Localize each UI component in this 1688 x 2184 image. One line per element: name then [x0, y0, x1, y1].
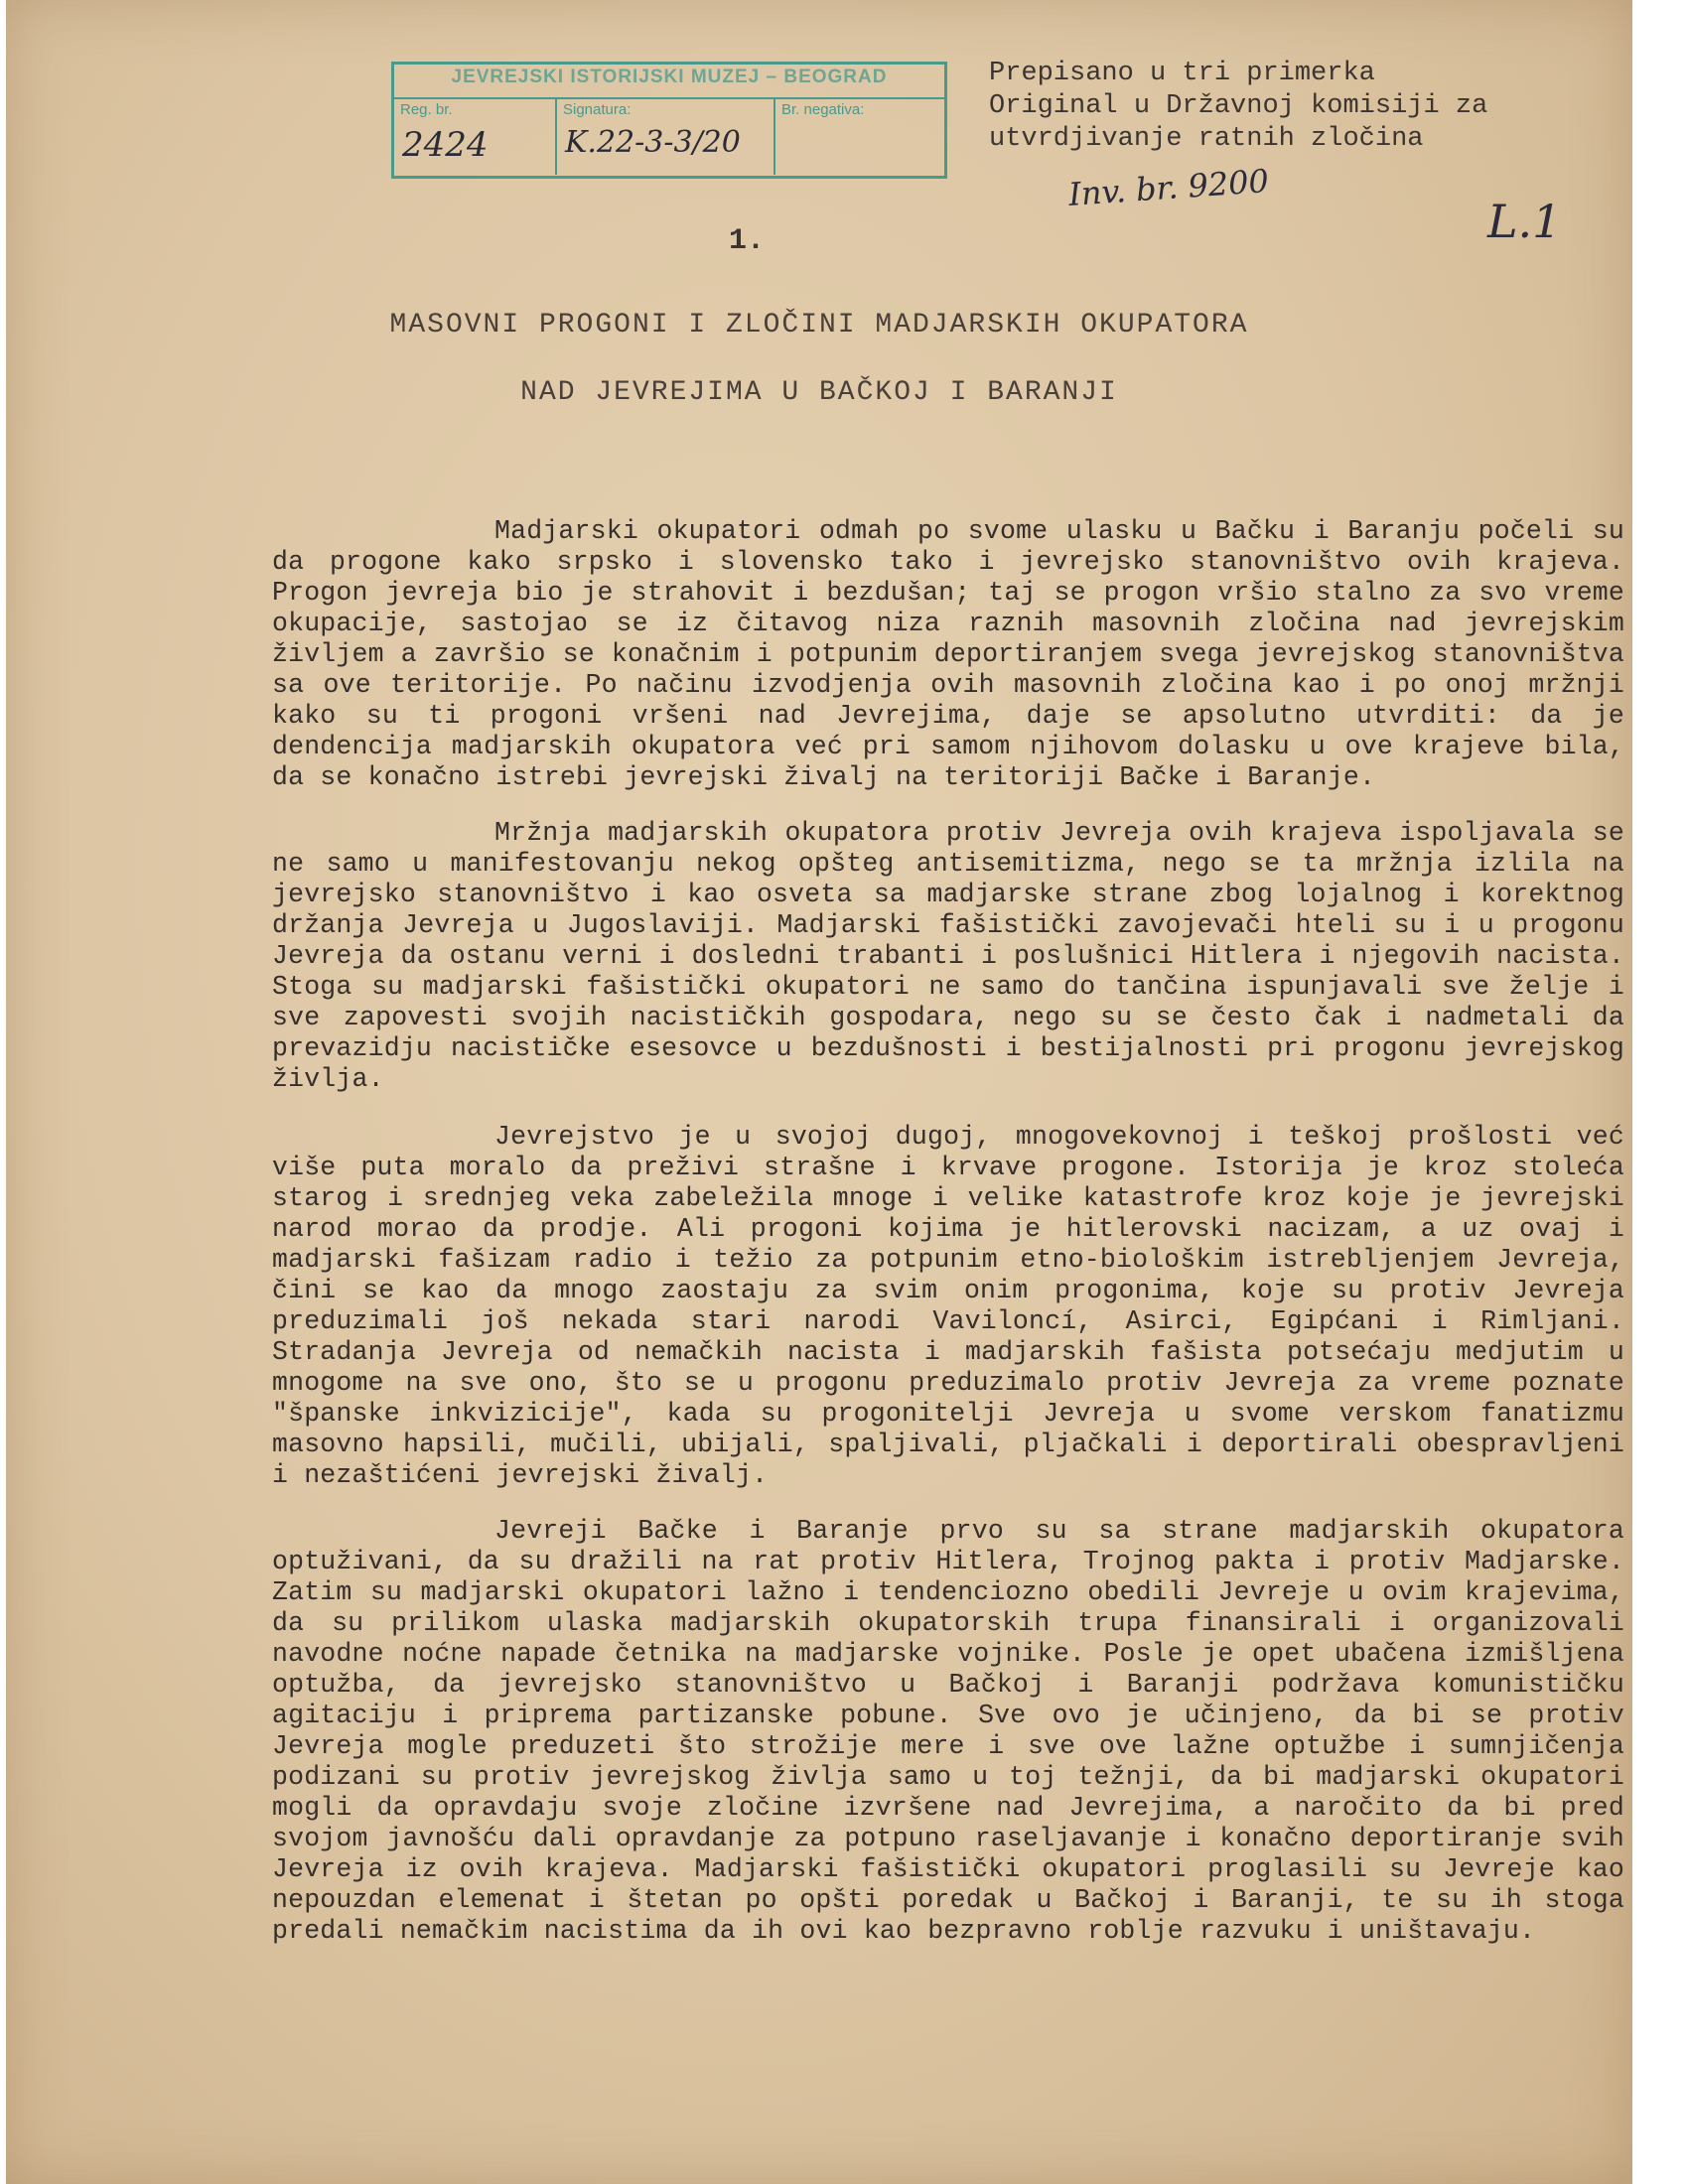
copy-note-line: utvrdjivanje ratnih zločina — [989, 124, 1424, 154]
document-body — [272, 516, 1624, 1972]
stamp-reg-cell — [394, 99, 557, 175]
body-paragraph: Jevrejstvo je u svojoj dugoj, mnogovekovnoj i teškoj prošlosti već više puta moralo da preživi strašne i krvave progone. Istorija je kroz stoleća starog i srednjeg veka zabeležila mnoge i velike katastrofe kroz koje je jevrejski narod morao da prodje. Ali progoni kojima je hitlerovski nacizam, a uz ovaj i madjarski fašizam radio i težio za potpunim etno-biološkim istrebljenjem Jevreja, čini se kao da mnogo zaostaju za svim onim progonima, koje su protiv Jevreja preduzimali još nekada stari narodi Vaviloncí, Asirci, Egipćani i Rimljani. Stradanja Jevreja od nemačkih nacista i madjarskih fašista potsećaju medjutim u mnogome na sve ono, što se u progonu preduzimalo protiv Jevreja za vreme poznate "španske inkvizicije", kada su progonitelji Jevreja u svome verskom fanatizmu masovno hapsili, mučili, ubijali, spaljivali, pljačkali i deportirali obespravljeni i nezaštićeni jevrejski živalj. — [272, 1122, 1624, 1490]
stamp-negative-cell — [775, 99, 944, 175]
document-title-line-2: NAD JEVREJIMA U BAČKOJ I BARANJI — [520, 377, 1118, 408]
copy-note-line: Prepisano u tri primerka — [989, 59, 1375, 88]
stamp-institution: JEVREJSKI ISTORIJSKI MUZEJ – BEOGRAD — [451, 67, 888, 87]
body-paragraph: Madjarski okupatori odmah po svome ulasku u Bačku i Baranju počeli su da progone kako srpsko i slovensko tako i jevrejsko stanovništvo ovih krajeva. Progon jevreja bio je strahovit i bezdušan; taj se progon vršio stalno za svo vreme okupacije, sastojao se iz čitavog niza raznih masovnih zločina nad jevrejskim življem a završio se konačnim i potpunim deportiranjem svega jevrejskog stanovništva sa ove teritorije. Po načinu izvodjenja ovih masovnih zločina kao i po onoj mržnji kako su ti progoni vršeni nad Jevrejima, daje se apsolutno utvrditi: da je dendencija madjarskih okupatora već pri samom njihovom dolasku u ove krajeve bila, da se konačno istrebi jevrejski živalj na teritoriji Bačke i Baranje. — [272, 516, 1624, 792]
handwritten-folio-mark: L.1 — [1487, 195, 1562, 248]
body-paragraph: Jevreji Bačke i Baranje prvo su sa strane madjarskih okupatora optuživani, da su dražili na rat protiv Hitlera, Trojnog pakta i protiv Madjarske. Zatim su madjarski okupatori lažno i tendenciozno obedili Jevreje u ovim krajevima, da su prilikom ulaska madjarskih okupatorskih trupa finansirali i organizovali navodne noćne napade četnika na madjarske vojnike. Posle je opet ubačena izmišljena optužba, da jevrejsko stanovništvo u Bačkoj i Baranji podržava komunističku agitaciju i priprema partizanske pobune. Sve ovo je učinjeno, da bi se protiv Jevreja mogle preduzeti što strožije mere i sve ove lažne optužbe i sumnjičenja podizani su protiv jevrejskog življa samo u toj težnji, da bi madjarski okupatori mogli da opravdaju svoje zločine izvršene nad Jevrejima, a naročito da bi pred svojom javnošću dali opravdanje za potpuno raseljavanje i konačno deportiranje svih Jevreja iz ovih krajeva. Madjarski fašistički okupatori proglasili su Jevreje kao nepouzdan elemenat i štetan po opšti poredak u Bačkoj i Baranji, te su ih stoga predali nemačkim nacistima da ih ovi kao bezpravno roblje razvuku i uništavaju. — [272, 1516, 1624, 1946]
document-page — [6, 0, 1632, 2184]
page-number: 1. — [729, 224, 766, 258]
handwritten-inventory-number: Inv. br. 9200 — [1066, 162, 1271, 213]
body-paragraph: Mržnja madjarskih okupatora protiv Jevreja ovih krajeva ispoljavala se ne samo u manifestovanju nekog opšteg antisemitizma, nego se ta mržnja izlila na jevrejsko stanovništvo i kao osveta sa madjarske strane zbog lojalnog i korektnog držanja Jevreja u Jugoslaviji. Madjarski fašistički zavojevači hteli su i u progonu Jevreja da ostanu verni i dosledni trabanti i poslušnici Hitlera i njegovih nacista. Stoga su madjarski fašistički okupatori ne samo do tančina ispunjavali sve želje i sve zapovesti svojih nacističkih gospodara, nego su se često čak i nadmetali da prevazidju nacističke esesovce u bezdušnosti i bestijalnosti pri progonu jevrejskog življa. — [272, 818, 1624, 1094]
copy-note — [989, 58, 1487, 156]
stamp-negative-label: Br. negativa: — [781, 101, 865, 118]
museum-registry-stamp — [391, 62, 947, 179]
copy-note-line: Original u Državnoj komisiji za — [989, 91, 1488, 121]
stamp-fields — [394, 97, 944, 175]
stamp-signature-value: K.22-3-3/20 — [565, 125, 741, 160]
document-title-line-1: MASOVNI PROGONI I ZLOČINI MADJARSKIH OKUPATORA — [389, 310, 1249, 341]
stamp-reg-label: Reg. br. — [400, 101, 453, 118]
stamp-reg-value: 2424 — [402, 125, 489, 165]
stamp-signature-label: Signatura: — [563, 101, 632, 118]
stamp-signature-cell — [557, 99, 775, 175]
